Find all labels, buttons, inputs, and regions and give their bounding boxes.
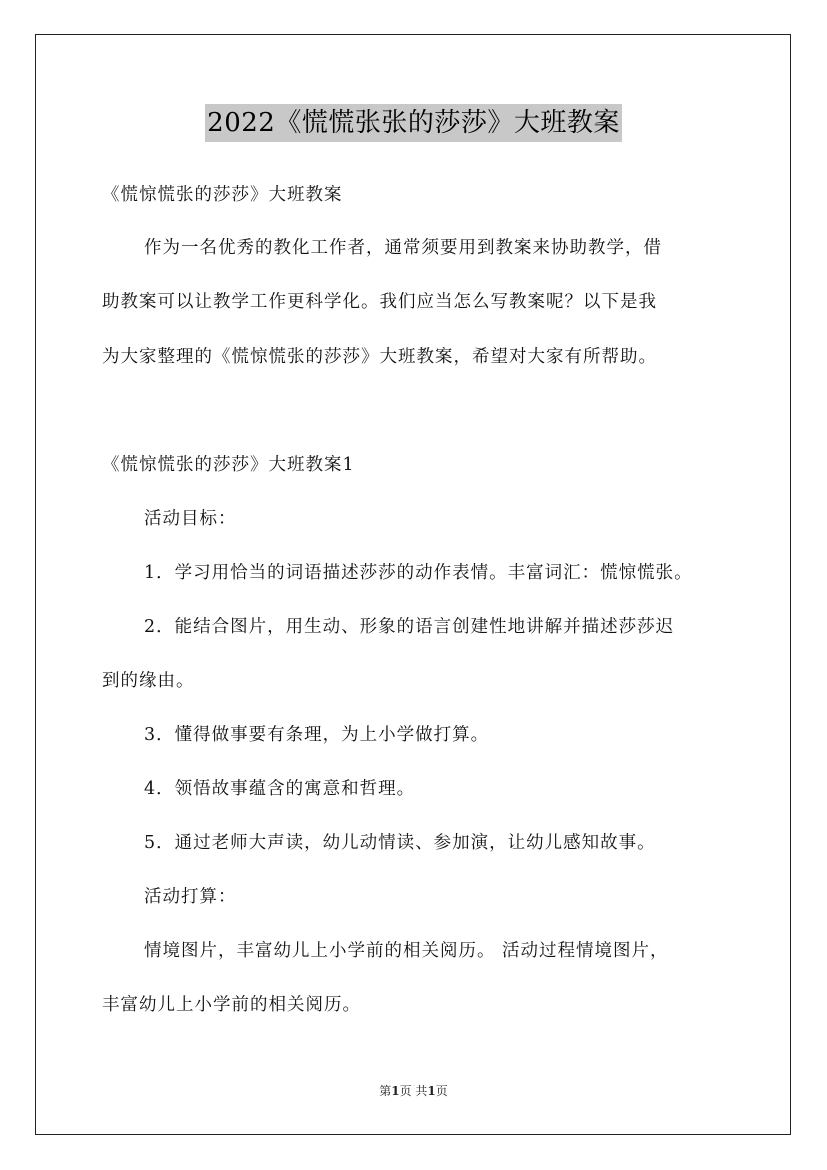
goals-heading: 活动目标：: [144, 509, 237, 529]
footer-mid: 页 共: [399, 1084, 428, 1098]
paragraph-line: 作为一名优秀的教化工作者，通常须要用到教案来协助教学，借: [144, 238, 662, 258]
subtitle-line: 《慌惊慌张的莎莎》大班教案: [102, 185, 343, 205]
section-heading: 《慌惊慌张的莎莎》大班教案1: [102, 455, 355, 475]
list-item: 5．通过老师大声读，幼儿动情读、参加演，让幼儿感知故事。: [144, 833, 656, 853]
page-number: 1: [391, 1084, 400, 1098]
footer-prefix: 第: [379, 1084, 392, 1098]
footer-suffix: 页: [435, 1084, 448, 1098]
title-container: [0, 104, 827, 142]
prep-heading: 活动打算：: [144, 887, 237, 907]
list-item-continuation: 到的缘由。: [102, 671, 195, 691]
list-item: 3．懂得做事要有条理，为上小学做打算。: [144, 725, 490, 745]
paragraph-line: 助教案可以让教学工作更科学化。我们应当怎么写教案呢？以下是我: [102, 292, 657, 312]
list-item: 4．领悟故事蕴含的寓意和哲理。: [144, 779, 416, 799]
list-item: 2．能结合图片，用生动、形象的语言创建性地讲解并描述莎莎迟: [144, 617, 675, 637]
total-pages: 1: [427, 1084, 436, 1098]
page-footer: [0, 1083, 827, 1099]
paragraph-line: 为大家整理的《慌惊慌张的莎莎》大班教案，希望对大家有所帮助。: [102, 347, 657, 367]
list-item: 1．学习用恰当的词语描述莎莎的动作表情。丰富词汇：慌惊慌张。: [144, 563, 693, 583]
document-title: 2022《慌慌张张的莎莎》大班教案: [205, 104, 622, 142]
paragraph-line: 丰富幼儿上小学前的相关阅历。: [102, 995, 361, 1015]
paragraph-line: 情境图片，丰富幼儿上小学前的相关阅历。 活动过程情境图片，: [144, 941, 669, 961]
